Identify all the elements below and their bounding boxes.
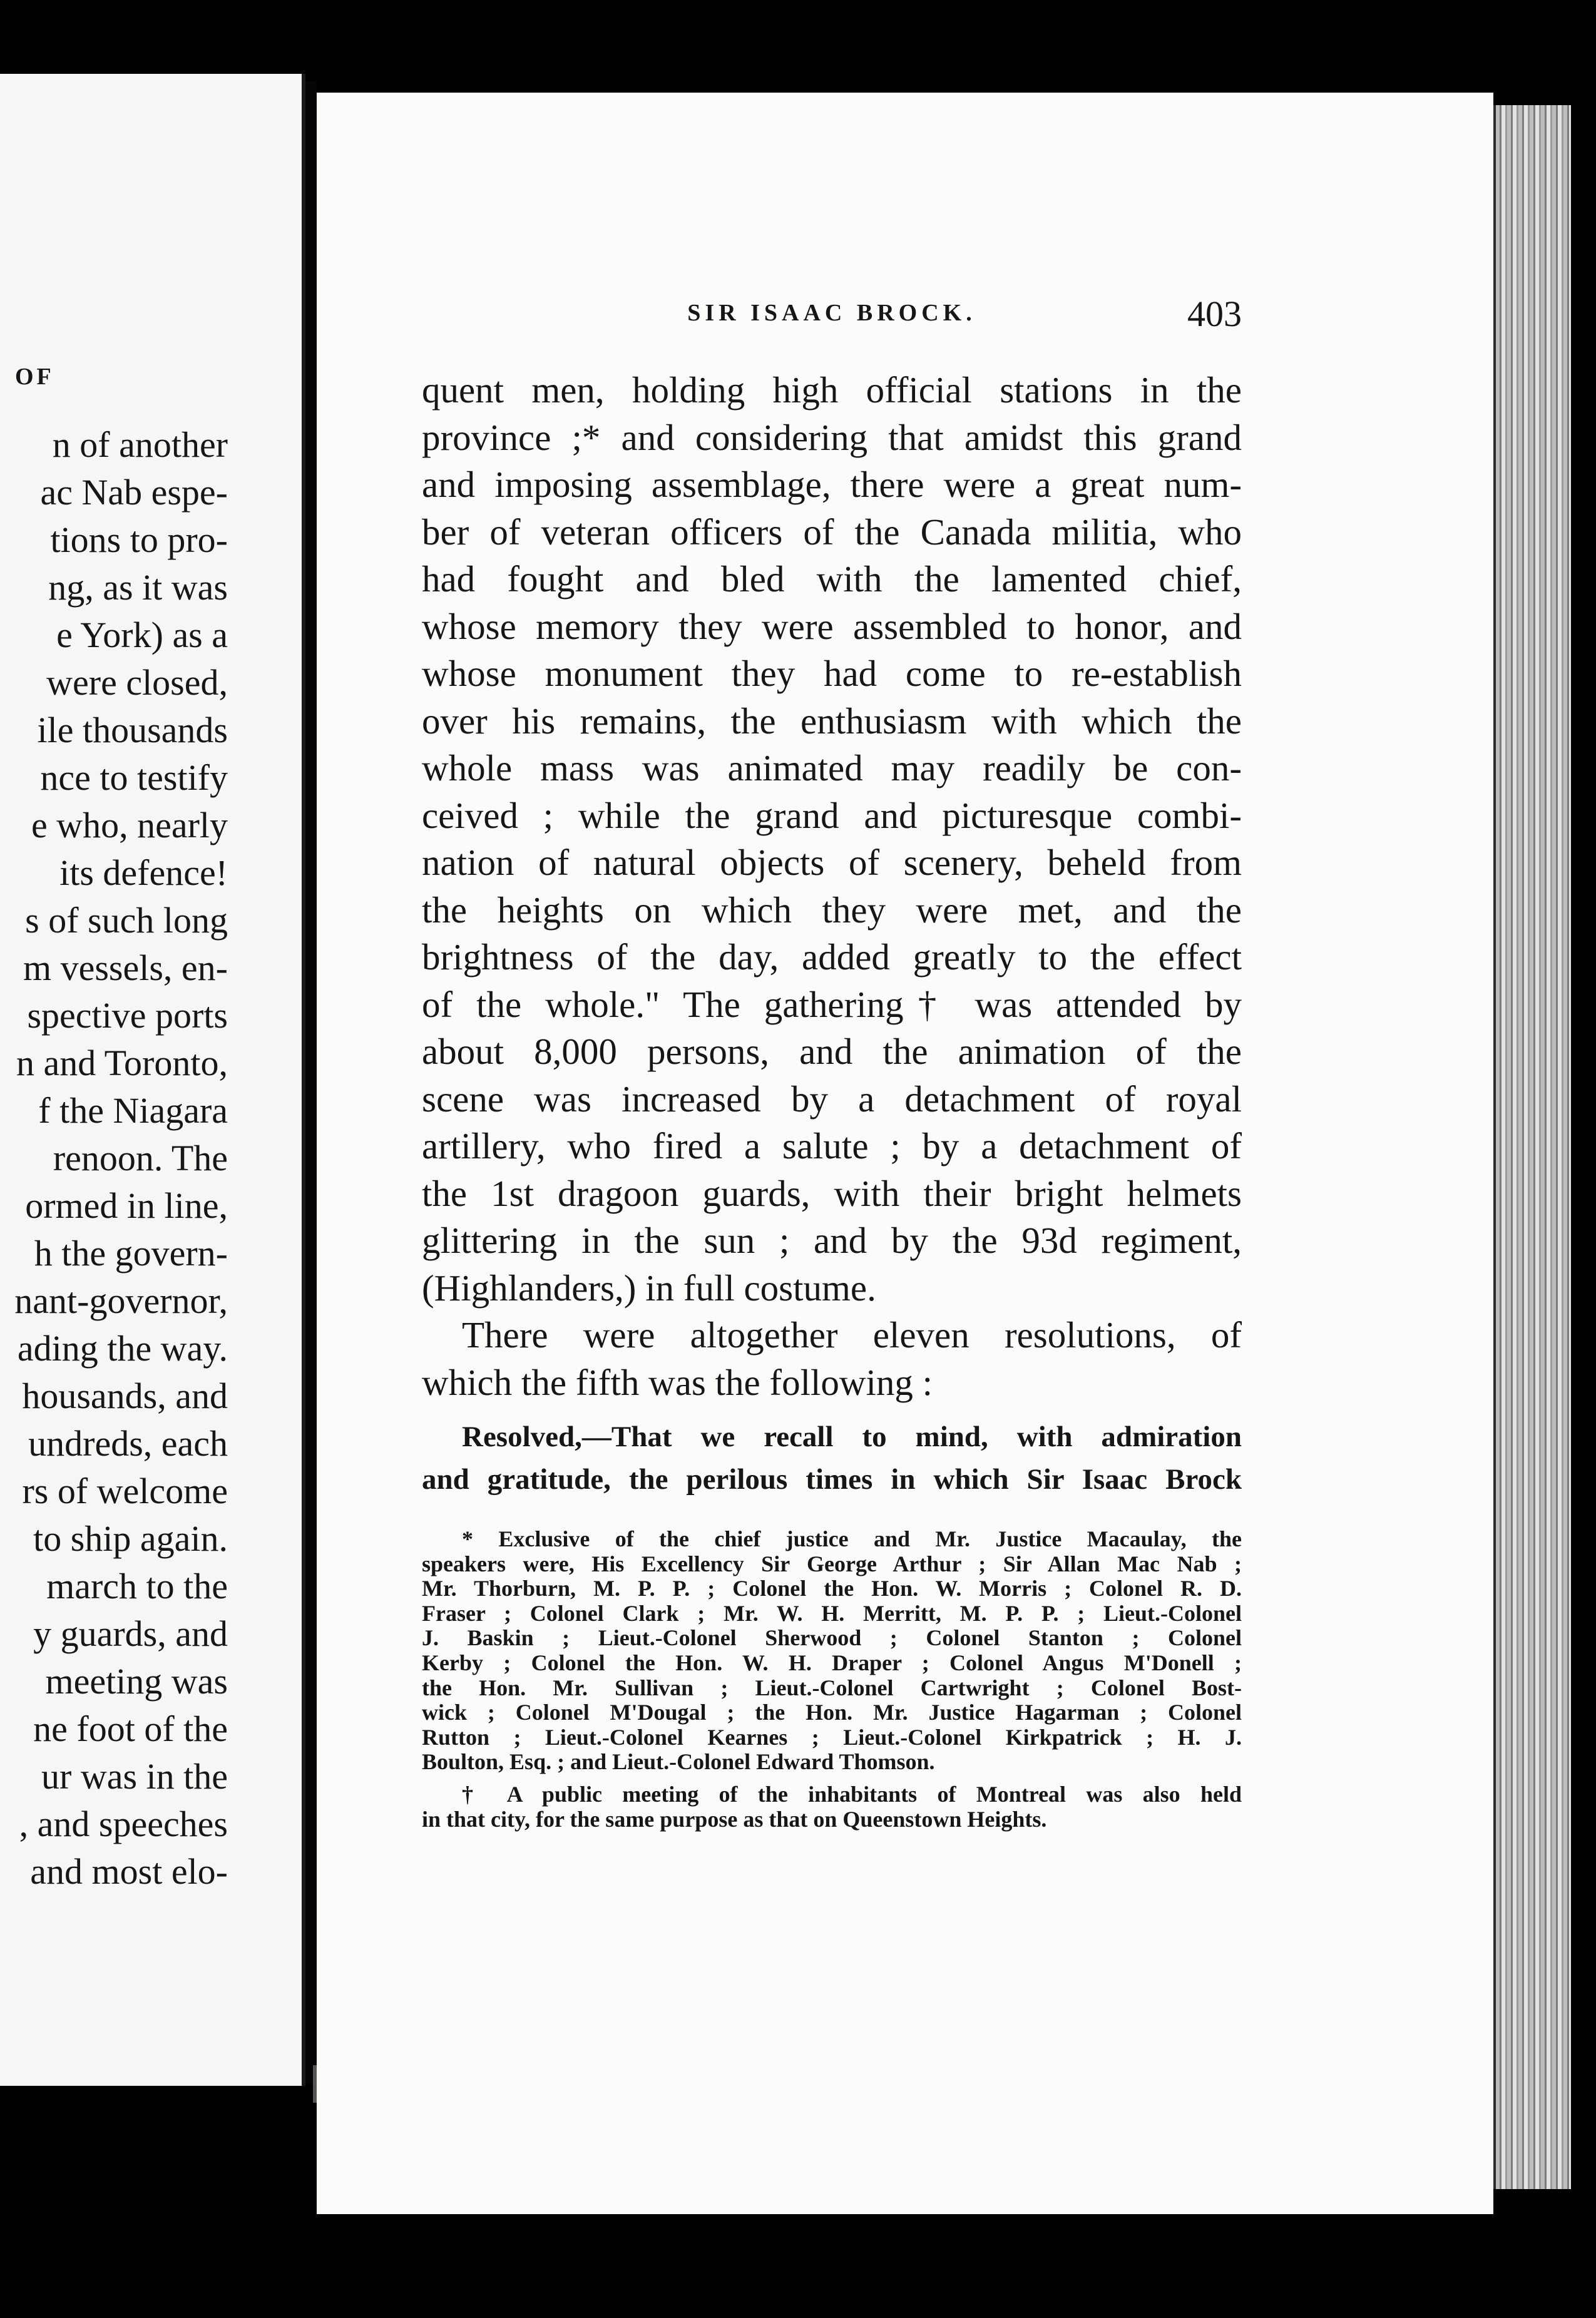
text-line: meeting was [45, 1661, 228, 1702]
text-line: were closed, [46, 662, 228, 703]
running-title: SIR ISAAC BROCK. [687, 300, 976, 326]
text-line: ormed in line, [25, 1185, 228, 1226]
text-line: ber of veteran officers of the Canada militia, who [422, 511, 1242, 553]
text-line: quent men, holding high official stations in the [422, 369, 1242, 411]
footnote-line: in that city, for the same purpose as that on Queenstown Heights. [422, 1806, 1047, 1832]
text-line: over his remains, the enthusiasm with which the [422, 700, 1242, 742]
text-line: the heights on which they were met, and the [422, 889, 1242, 931]
text-line: to ship again. [33, 1518, 228, 1559]
text-line: n of another [52, 424, 228, 465]
text-line: ac Nab espe- [40, 472, 228, 513]
text-line: s of such long [25, 900, 228, 941]
text-line: nce to testify [40, 757, 228, 798]
text-line: (Highlanders,) in full costume. [422, 1267, 876, 1309]
text-line: e York) as a [56, 615, 228, 655]
text-line: whose memory they were assembled to honor, and [422, 605, 1242, 647]
running-head [422, 293, 1242, 337]
text-line: nant-governor, [14, 1280, 228, 1321]
footnote-line: Mr. Thorburn, M. P. P. ; Colonel the Hon. W. Morris ; Colonel R. D. [422, 1576, 1242, 1601]
text-line: about 8,000 persons, and the animation of the [422, 1031, 1242, 1072]
text-line: of the whole." The gathering† was attended by [422, 983, 1242, 1025]
text-line: nation of natural objects of scenery, beheld from [422, 842, 1242, 883]
text-line: , and speeches [19, 1804, 228, 1844]
text-line: ceived ; while the grand and picturesque combi- [422, 794, 1242, 836]
text-line: There were altogether eleven resolutions, of [462, 1314, 1242, 1356]
left-page-text [14, 421, 228, 1896]
text-line: tions to pro- [50, 519, 228, 560]
text-line: the 1st dragoon guards, with their bright helmets [422, 1172, 1242, 1214]
body-text [422, 367, 1242, 1406]
footnote-line: J. Baskin ; Lieut.-Colonel Sherwood ; Colonel Stanton ; Colonel [422, 1625, 1242, 1651]
text-line: and gratitude, the perilous times in which Sir Isaac Brock [422, 1463, 1242, 1496]
text-line: whole mass was animated may readily be con- [422, 747, 1242, 789]
text-line: h the govern- [34, 1233, 228, 1274]
left-running-head: OF [15, 364, 54, 390]
footnote-line: speakers were, His Excellency Sir George Arthur ; Sir Allan Mac Nab ; [422, 1551, 1242, 1576]
text-line: scene was increased by a detachment of royal [422, 1078, 1242, 1120]
text-line: housands, and [22, 1376, 228, 1416]
footnote-line: * Exclusive of the chief justice and Mr. Justice Macaulay, the [462, 1526, 1242, 1551]
footnote-line: † A public meeting of the inhabitants of Montreal was also held [462, 1781, 1242, 1807]
text-line: brightness of the day, added greatly to the effect [422, 936, 1242, 978]
text-line: march to the [46, 1566, 228, 1606]
text-line: rs of welcome [22, 1471, 228, 1511]
text-line: f the Niagara [38, 1090, 228, 1131]
footnote-line: Fraser ; Colonel Clark ; Mr. W. H. Merritt, M. P. P. ; Lieut.-Colonel [422, 1600, 1242, 1626]
text-line: y guards, and [33, 1613, 228, 1654]
text-line: spective ports [27, 995, 228, 1036]
page-edges [1493, 105, 1571, 2189]
footnote-line: the Hon. Mr. Sullivan ; Lieut.-Colonel Cartwright ; Colonel Bost- [422, 1675, 1242, 1700]
text-line: e who, nearly [31, 805, 228, 845]
text-line: which the fifth was the following : [422, 1361, 933, 1403]
footnotes [422, 1527, 1242, 1832]
text-line: had fought and bled with the lamented chief, [422, 558, 1242, 600]
text-line: glittering in the sun ; and by the 93d regiment, [422, 1220, 1242, 1261]
footnote-line: wick ; Colonel M'Dougal ; the Hon. Mr. Justice Hagarman ; Colonel [422, 1700, 1242, 1725]
text-line: artillery, who fired a salute ; by a detachment of [422, 1125, 1242, 1167]
text-line: ne foot of the [33, 1708, 228, 1749]
text-line: and imposing assemblage, there were a great num- [422, 464, 1242, 505]
page-number: 403 [1187, 294, 1242, 334]
text-line: ng, as it was [48, 567, 228, 608]
resolution-quote [422, 1416, 1242, 1501]
text-line: and most elo- [30, 1851, 228, 1892]
text-line: Resolved,—That we recall to mind, with admiration [462, 1421, 1242, 1453]
text-line: n and Toronto, [16, 1043, 228, 1083]
text-line: m vessels, en- [23, 947, 228, 988]
footnote-line: Boulton, Esq. ; and Lieut.-Colonel Edward Thomson. [422, 1749, 935, 1775]
text-line: ile thousands [37, 710, 228, 750]
text-line: renoon. The [53, 1138, 228, 1178]
text-line: its defence! [59, 852, 228, 893]
text-line: ading the way. [17, 1328, 228, 1369]
footnote-line: Rutton ; Lieut.-Colonel Kearnes ; Lieut.-Colonel Kirkpatrick ; H. J. [422, 1724, 1242, 1750]
text-line: undreds, each [28, 1423, 228, 1464]
footnote-line: Kerby ; Colonel the Hon. W. H. Draper ; Colonel Angus M'Donell ; [422, 1650, 1242, 1675]
text-line: province ;* and considering that amidst this grand [422, 416, 1242, 458]
left-page [0, 74, 305, 2086]
text-line: whose monument they had come to re-establish [422, 653, 1242, 694]
text-line: ur was in the [41, 1756, 228, 1797]
book-gutter [305, 81, 317, 2084]
